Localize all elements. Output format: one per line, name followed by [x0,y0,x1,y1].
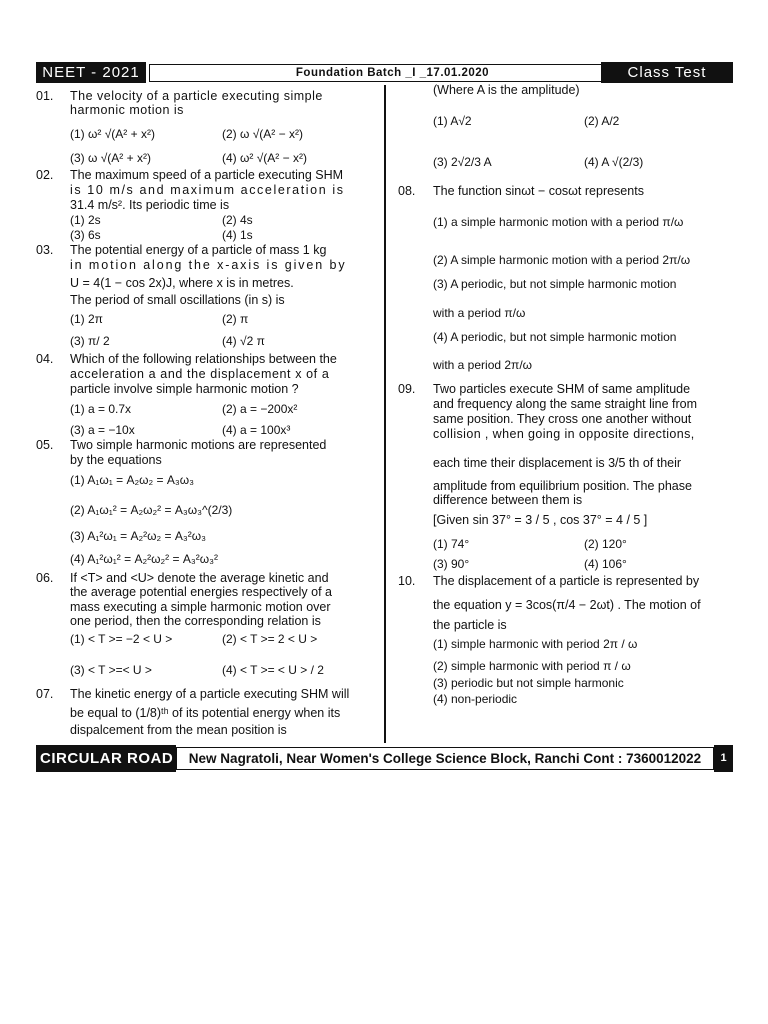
option: (3) < T >=< U > [70,663,152,677]
option: (2) < T >= 2 < U > [222,632,318,646]
option: (4) 106° [584,557,627,571]
option: (1) A√2 [433,114,472,128]
option: (3) 2√2/3 A [433,155,492,169]
option: (2) 4s [222,213,253,227]
page-header [36,62,733,83]
option: (1) 2π [70,312,103,326]
question-line: [Given sin 37° = 3 / 5 , cos 37° = 4 / 5 ] [433,513,648,527]
option: (3) periodic but not simple harmonic [433,676,624,690]
page-number: 1 [714,745,733,772]
question-line: and frequency along the same straight line from [433,397,698,411]
option: (3) A periodic, but not simple harmonic motion [433,277,677,291]
question-line: the particle is [433,618,507,632]
option: (4) √2 π [222,334,265,348]
question-line: The displacement of a particle is represented by [433,574,700,588]
column-divider [384,85,386,743]
option: (3) A₁²ω₁ = A₂²ω₂ = A₃²ω₃ [70,529,206,543]
question-line: The kinetic energy of a particle executing SHM will [70,687,350,701]
question-line: harmonic motion is [70,103,184,117]
question-line: If <T> and <U> denote the average kinetic and [70,571,329,585]
footer-address: New Nagratoli, Near Women's College Science Block, Ranchi Cont : 7360012022 [176,747,714,770]
question-line: 31.4 m/s². Its periodic time is [70,198,230,212]
question-line: (Where A is the amplitude) [433,83,580,97]
test-type-label: Class Test [601,62,733,83]
option: (4) A periodic, but not simple harmonic motion [433,330,677,344]
option: (4) A₁²ω₁² = A₂²ω₂² = A₃²ω₃² [70,552,218,566]
question-line: same position. They cross one another without [433,412,692,426]
question-line: collision , when going in opposite directions, [433,427,695,441]
question-line: amplitude from equilibrium position. The phase [433,479,692,493]
question-number: 05. [36,438,54,452]
question-number: 01. [36,89,54,103]
question-number: 07. [36,687,54,701]
question-line: The function sinωt − cosωt represents [433,184,644,198]
batch-label: Foundation Batch _I _17.01.2020 [149,64,636,82]
option: with a period 2π/ω [433,358,533,372]
option: (1) simple harmonic with period 2π / ω [433,637,638,651]
question-line: difference between them is [433,493,583,507]
question-line: The potential energy of a particle of mass 1 kg [70,243,327,257]
question-line: Two particles execute SHM of same amplitude [433,382,691,396]
question-line: one period, then the corresponding relation is [70,614,321,628]
option: (1) < T >= −2 < U > [70,632,173,646]
question-number: 04. [36,352,54,366]
option: (3) 90° [433,557,470,571]
option: (4) < T >= < U > / 2 [222,663,324,677]
option: (1) a simple harmonic motion with a period π/ω [433,215,684,229]
question-line: dispalcement from the mean position is [70,723,287,737]
option: (4) A √(2/3) [584,155,644,169]
option: (3) a = −10x [70,423,135,437]
question-number: 08. [398,184,416,198]
option: (2) simple harmonic with period π / ω [433,659,631,673]
option: (4) 1s [222,228,253,242]
option: (1) a = 0.7x [70,402,132,416]
option: (3) ω √(A² + x²) [70,151,151,165]
footer-label: CIRCULAR ROAD : [36,745,176,772]
option: with a period π/ω [433,306,526,320]
question-number: 06. [36,571,54,585]
question-line: Which of the following relationships between the [70,352,337,366]
question-number: 09. [398,382,416,396]
option: (1) 2s [70,213,101,227]
question-line: The velocity of a particle executing simple [70,89,323,103]
option: (4) ω² √(A² − x²) [222,151,307,165]
option: (1) ω² √(A² + x²) [70,127,155,141]
option: (1) A₁ω₁ = A₂ω₂ = A₃ω₃ [70,473,194,487]
option: (4) non-periodic [433,692,518,706]
question-line: the equation y = 3cos(π/4 − 2ωt) . The motion of [433,598,701,612]
question-line: The maximum speed of a particle executing SHM [70,168,344,182]
question-line: mass executing a simple harmonic motion over [70,600,331,614]
option: (3) 6s [70,228,101,242]
option: (2) A/2 [584,114,620,128]
question-number: 02. [36,168,54,182]
question-line: by the equations [70,453,162,467]
question-line: is 10 m/s and maximum acceleration is [70,183,345,197]
option: (1) 74° [433,537,470,551]
question-line: the average potential energies respectively of a [70,585,332,599]
option: (2) A simple harmonic motion with a period 2π/ω [433,253,691,267]
question-number: 10. [398,574,416,588]
page-footer [36,745,733,794]
question-line: in motion along the x-axis is given by [70,258,347,272]
option: (2) ω √(A² − x²) [222,127,303,141]
question-number: 03. [36,243,54,257]
option: (3) π/ 2 [70,334,110,348]
question-line: acceleration a and the displacement x of a [70,367,330,381]
option: (4) a = 100x³ [222,423,291,437]
question-line: Two simple harmonic motions are represented [70,438,327,452]
exam-label: NEET - 2021 [36,62,146,83]
option: (2) 120° [584,537,627,551]
question-line: be equal to (1/8)ᵗʰ of its potential energy when its [70,706,341,720]
question-line: U = 4(1 − cos 2x)J, where x is in metres. [70,276,294,290]
question-line: each time their displacement is 3/5 th of their [433,456,682,470]
option: (2) A₁ω₁² = A₂ω₂² = A₃ω₃^(2/3) [70,503,233,517]
question-line: particle involve simple harmonic motion ? [70,382,299,396]
question-line: The period of small oscillations (in s) is [70,293,285,307]
option: (2) π [222,312,249,326]
option: (2) a = −200x² [222,402,298,416]
